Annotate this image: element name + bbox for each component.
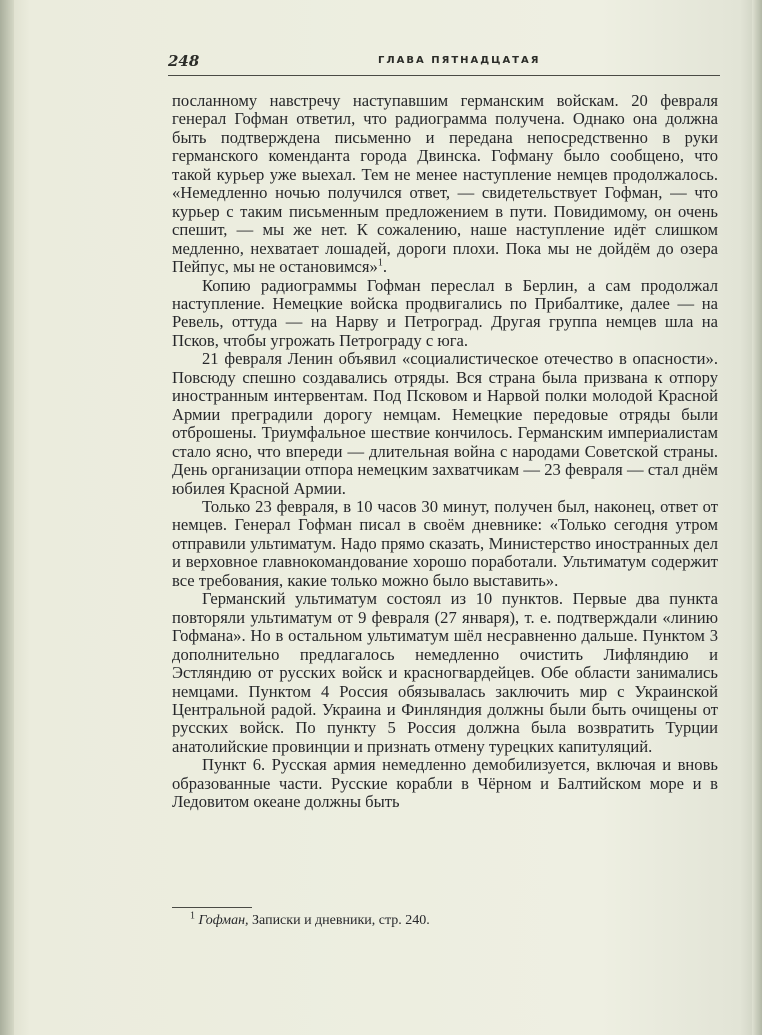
footnote-rule (172, 907, 252, 908)
paragraph-3: 21 февраля Ленин объявил «социалистическое отечество в опасности». Повсюду спешно создавались отряды. Вся страна была призвана к отпору иностранным интервентам. Под Псковом и Нарвой полки молодой Красной Армии преградили дорогу немцам. Немецкие передовые отряды были отброшены. Триумфальное шествие кончилось. Германским империалистам стало ясно, что впереди — длительная война с народами Советской страны. День организации отпора немецким захватчикам — 23 февраля — стал днём юбилея Красной Армии. (172, 349, 718, 498)
paragraph-1-text: посланному навстречу наступавшим германским войскам. 20 февраля генерал Гофман ответил, что радиограмма получена. Однако она должна быть подтверждена письменно и передана непосредственно в руки германского коменданта города Двинска. Гофману было сообщено, что такой курьер уже выехал. Тем не менее наступление немцев продолжалось. «Немедленно ночью получился ответ, — свидетельствует Гофман, — что курьер с таким письменным предложением в пути. Повидимому, он очень спешит, — мы же нет. К сожалению, наше наступление идёт слишком медленно, нехватает лошадей, дороги плохи. Пока мы не дойдём до озера Пейпус, мы не остановимся» (172, 91, 718, 277)
paragraph-1 (172, 92, 718, 277)
footnote-marker: 1 (190, 910, 195, 922)
footnote-ref: 1 (377, 257, 383, 269)
body-text (172, 92, 718, 812)
paragraph-6: Пункт 6. Русская армия немедленно демобилизуется, включая и вновь образованные части. Русские корабли в Чёрном и Балтийском море и в Ледовитом океане должны быть (172, 755, 718, 812)
paragraph-1-tail: . (382, 257, 387, 277)
header-rule (168, 75, 720, 76)
paragraph-5: Германский ультиматум состоял из 10 пунктов. Первые два пункта повторяли ультиматум от 9 февраля (27 января), т. е. подтверждали «линию Гофмана». Но в остальном ультиматум шёл несравненно дальше. Пунктом 3 дополнительно предлагалось немедленно очистить Лифляндию и Эстляндию от русских войск и красногвардейцев. Обе области занимались немцами. Пунктом 4 Россия обязывалась заключить мир с Украинской Центральной радой. Украина и Финляндия должны были быть очищены от русских войск. По пункту 5 Россия должна была возвратить Турции анатолийские провинции и признать отмену турецких капитуляций. (172, 589, 718, 756)
footnote (190, 912, 710, 930)
page-header (168, 52, 718, 72)
paragraph-2: Копию радиограммы Гофман переслал в Берлин, а сам продолжал наступление. Немецкие войска продвигались по Прибалтике, далее — на Ревель, оттуда — на Нарву и Петроград. Другая группа немцев шла на Псков, чтобы угрожать Петрограду с юга. (172, 275, 718, 350)
running-head: ГЛАВА ПЯТНАДЦАТАЯ (378, 55, 541, 66)
page-right-edge (752, 0, 762, 1035)
page-number: 248 (168, 52, 200, 70)
footnote-source: Записки и дневники, стр. 240. (248, 913, 430, 928)
page-binding-edge (0, 0, 14, 1035)
footnote-author: Гофман, (198, 913, 249, 928)
paragraph-4: Только 23 февраля, в 10 часов 30 минут, получен был, наконец, ответ от немцев. Генерал Гофман писал в своём дневнике: «Только сегодня утром отправили ультиматум. Надо прямо сказать, Министерство иностранных дел и верховное главнокомандование хорошо поработали. Ультиматум содержит все требования, какие только можно было выставить». (172, 496, 718, 590)
